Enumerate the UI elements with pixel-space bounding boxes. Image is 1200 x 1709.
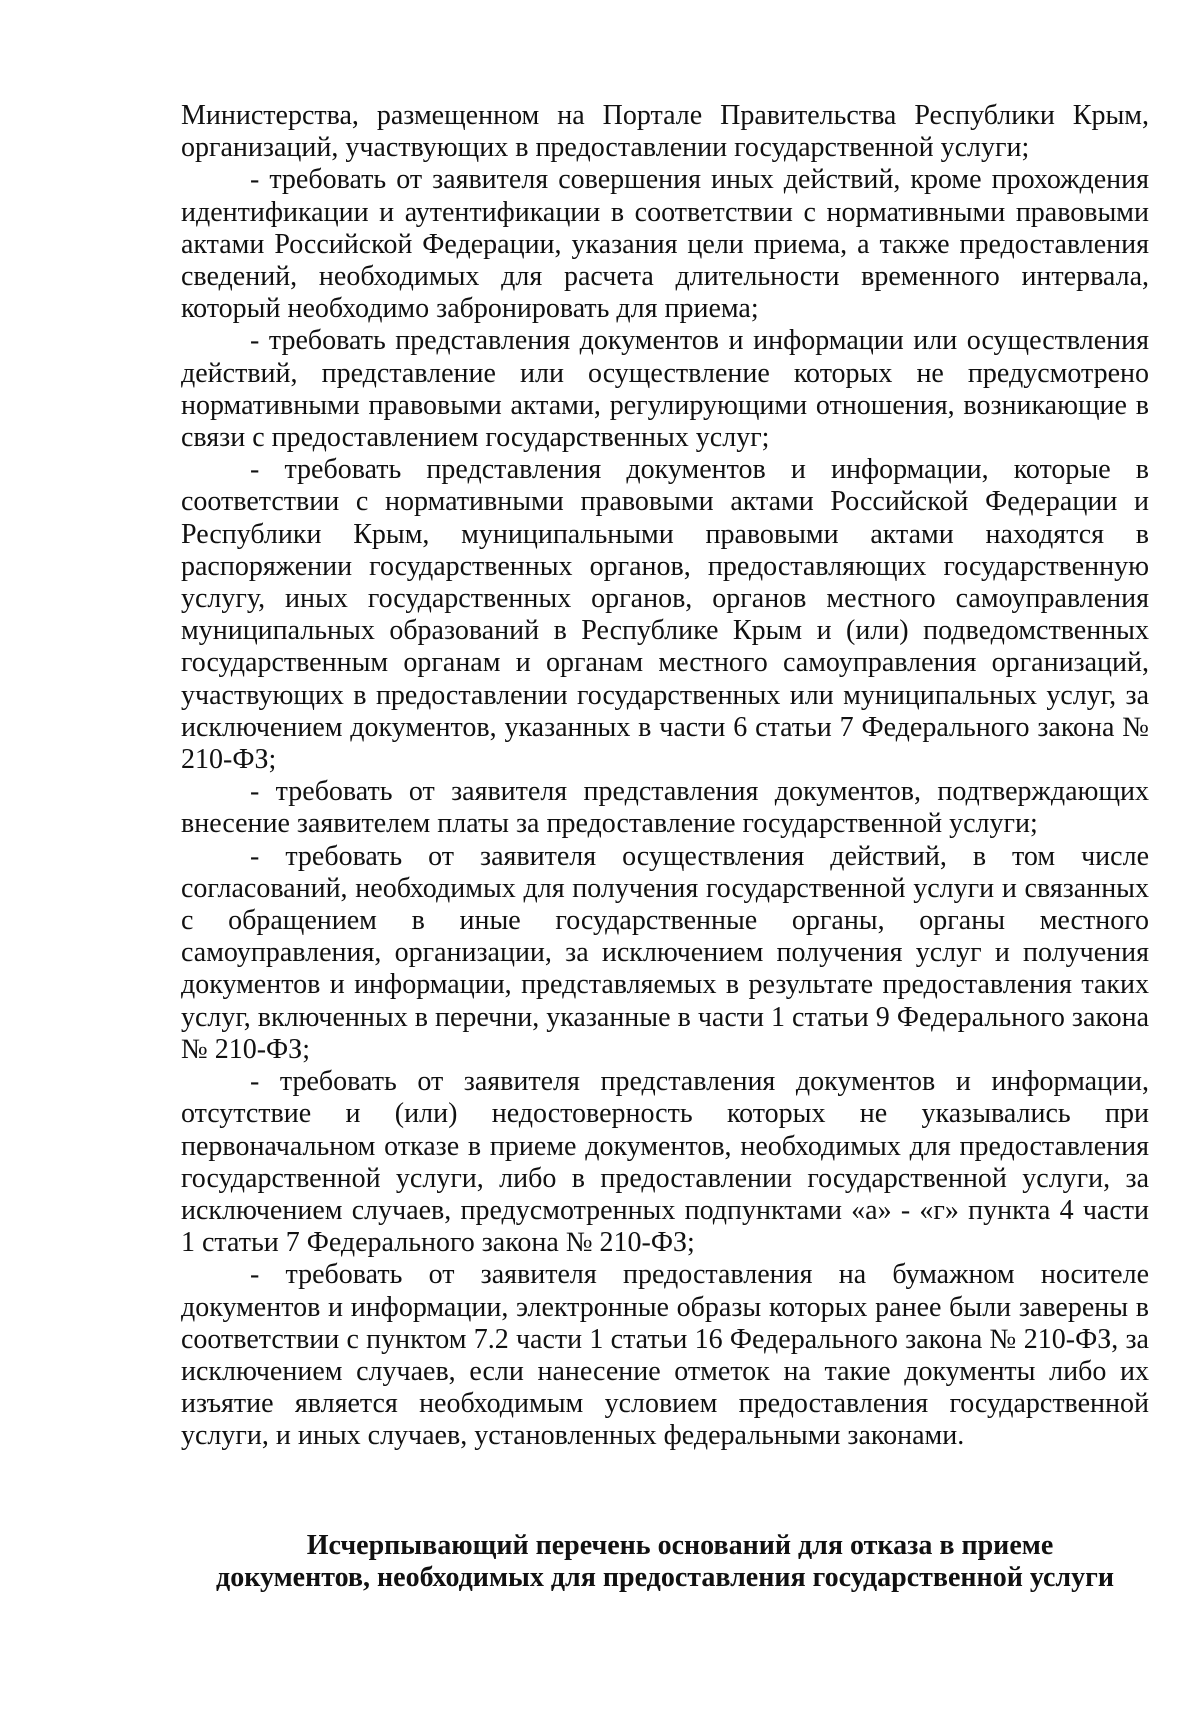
paragraph-paper-copies: - требовать от заявителя предоставления на бумажном носителе документов и информации, электронные образы которых ранее были заверены в соответствии с пунктом 7.2 части 1 статьи 16 Федерального закона № 210-ФЗ, за исключением случаев, если нанесение отметок на такие документы либо их изъятие является необходимым условием предоставления государственной услуги, и иных случаев, установленных федеральными законами. — [181, 1259, 1149, 1452]
section-heading — [181, 1530, 1149, 1594]
paragraph-initial-refusal: - требовать от заявителя представления документов и информации, отсутствие и (или) недостоверность которых не указывались при первоначальном отказе в приеме документов, необходимых для предоставления государственной услуги, либо в предоставлении государственной услуги, за исключением случаев, предусмотренных подпунктами «а» - «г» пункта 4 части 1 статьи 7 Федерального закона № 210-ФЗ; — [181, 1066, 1149, 1259]
paragraph-approvals: - требовать от заявителя осуществления действий, в том числе согласований, необходимых для получения государственной услуги и связанных с обращением в иные государственные органы, органы местного самоуправления, организации, за исключением получения услуг и получения документов и информации, представляемых в результате предоставления таких услуг, включенных в перечни, указанные в части 1 статьи 9 Федерального закона № 210-ФЗ; — [181, 840, 1149, 1065]
paragraph-identification: - требовать от заявителя совершения иных действий, кроме прохождения идентификации и аутентификации в соответствии с нормативными правовыми актами Российской Федерации, указания цели приема, а также предоставления сведений, необходимых для расчета длительности временного интервала, который необходимо забронировать для приема; — [181, 164, 1149, 325]
paragraph-continuation: Министерства, размещенном на Портале Правительства Республики Крым, организаций, участвующих в предоставлении государственной услуги; — [181, 100, 1149, 164]
paragraph-payment-proof: - требовать от заявителя представления документов, подтверждающих внесение заявителем платы за предоставление государственной услуги; — [181, 776, 1149, 840]
paragraph-documents-in-possession: - требовать представления документов и информации, которые в соответствии с нормативными правовыми актами Российской Федерации и Республики Крым, муниципальными правовыми актами находятся в распоряжении государственных органов, предоставляющих государственную услугу, иных государственных органов, органов местного самоуправления муниципальных образований в Республике Крым и (или) подведомственных государственным органам и органам местного самоуправления организаций, участвующих в предоставлении государственных или муниципальных услуг, за исключением документов, указанных в части 6 статьи 7 Федерального закона № 210-ФЗ; — [181, 454, 1149, 776]
paragraph-documents-not-required: - требовать представления документов и информации или осуществления действий, представление или осуществление которых не предусмотрено нормативными правовыми актами, регулирующими отношения, возникающие в связи с предоставлением государственных услуг; — [181, 325, 1149, 454]
section-heading-line-1: Исчерпывающий перечень оснований для отказа в приеме — [306, 1530, 1054, 1561]
section-heading-line-2: документов, необходимых для предоставления государственной услуги — [216, 1562, 1114, 1593]
document-body — [181, 100, 1149, 1453]
